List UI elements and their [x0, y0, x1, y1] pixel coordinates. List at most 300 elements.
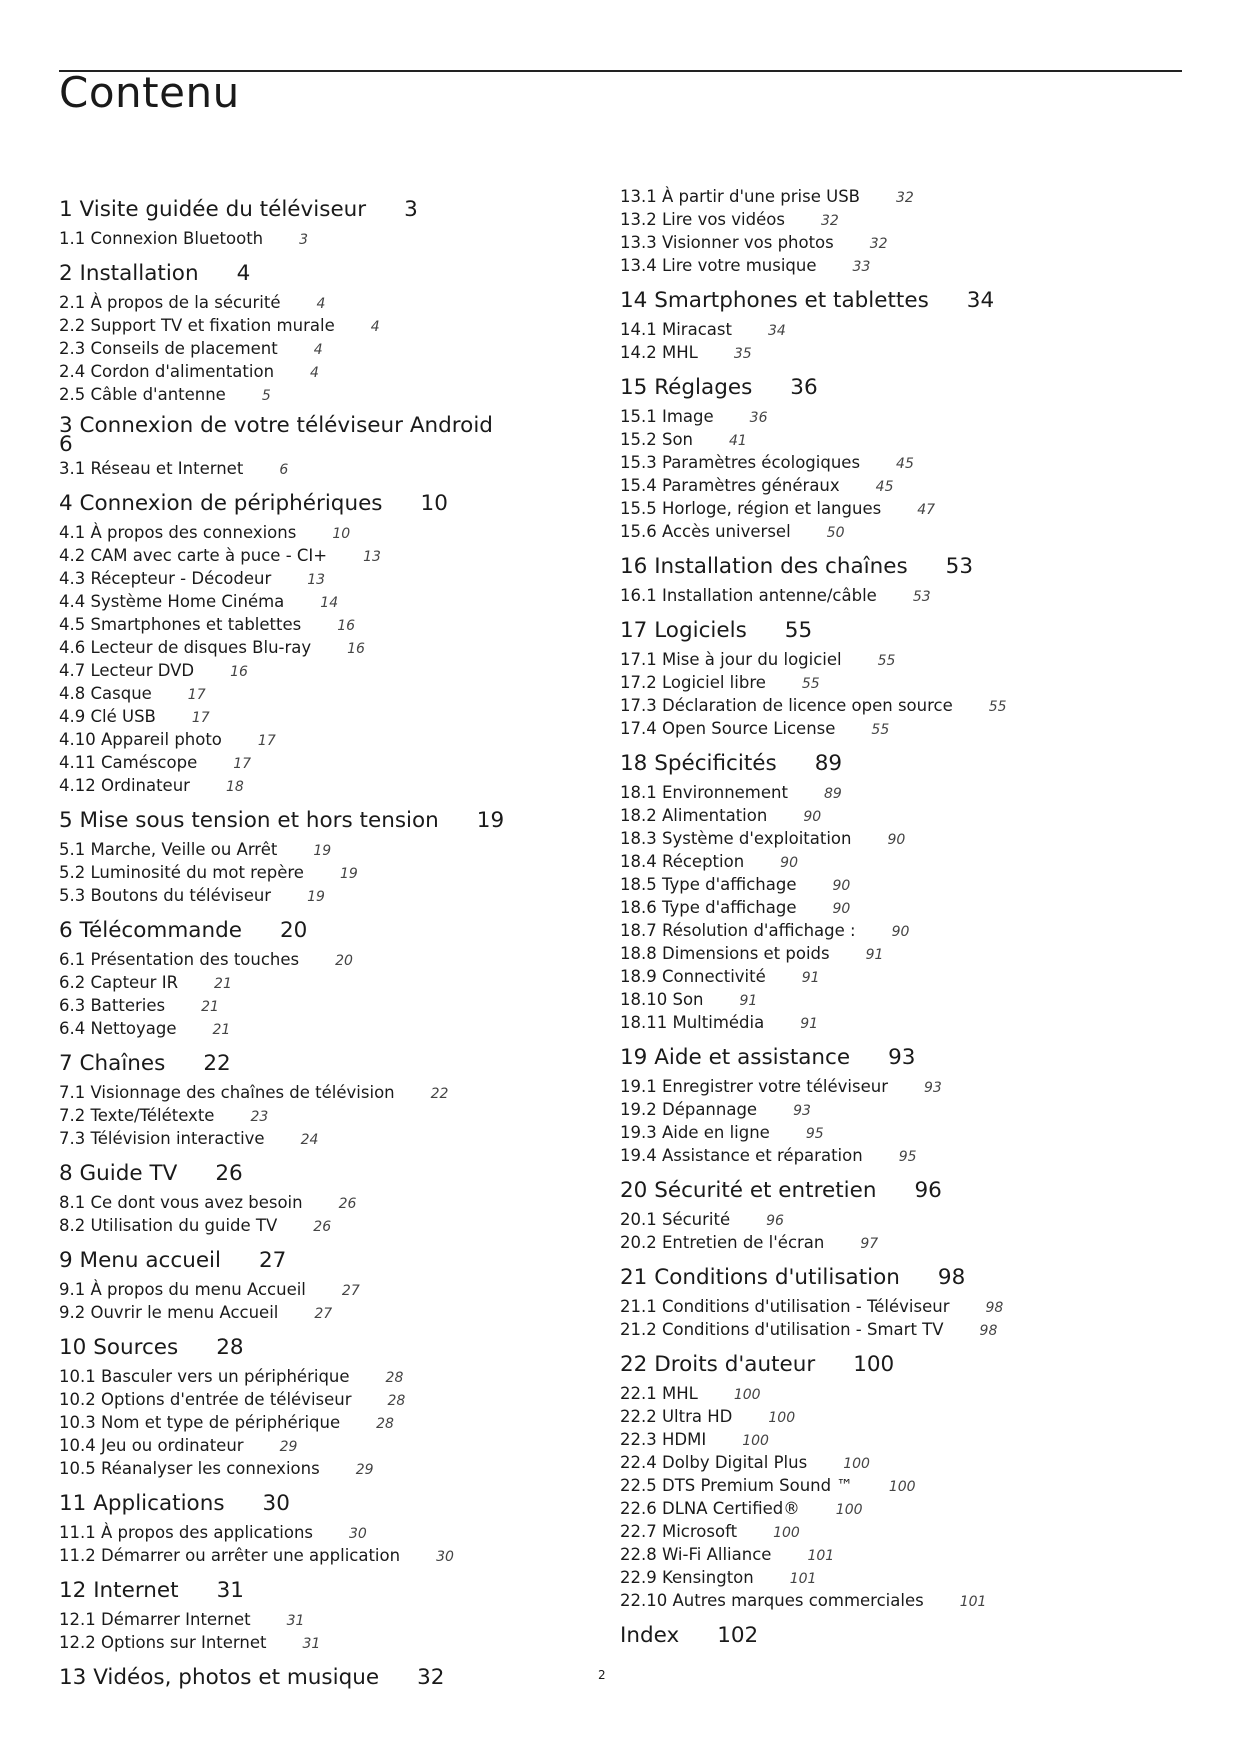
toc-entry-title: 4.7 Lecteur DVD	[59, 661, 195, 680]
toc-entry-title: 22.10 Autres marques commerciales	[620, 1591, 924, 1610]
toc-chapter-page: 36	[790, 375, 818, 400]
toc-entry-title: 22.9 Kensington	[620, 1568, 754, 1587]
toc-chapter-title: 3 Connexion de votre téléviseur Android	[59, 413, 493, 438]
toc-entry[interactable]	[620, 920, 1180, 943]
toc-section	[59, 1050, 559, 1151]
toc-entry[interactable]	[620, 943, 1180, 966]
toc-entry-page: 33	[852, 259, 871, 275]
toc-entry-title: 19.4 Assistance et réparation	[620, 1146, 863, 1165]
toc-entry-page: 55	[871, 722, 890, 738]
toc-entry[interactable]	[59, 228, 559, 251]
toc-entry[interactable]	[620, 1429, 1180, 1452]
toc-entry-page: 17	[257, 733, 276, 749]
toc-chapter-title: 4 Connexion de périphériques	[59, 491, 383, 516]
toc-entry[interactable]	[620, 406, 1180, 429]
toc-chapter-page: 28	[216, 1335, 244, 1360]
toc-entry-page: 29	[279, 1439, 298, 1455]
toc-entry[interactable]	[59, 1192, 559, 1215]
toc-entry[interactable]	[59, 545, 559, 568]
toc-entry-page: 47	[917, 502, 936, 518]
toc-column-left	[59, 196, 559, 1701]
toc-entry-title: 5.2 Luminosité du mot repère	[59, 863, 304, 882]
toc-entry-page: 91	[800, 1016, 819, 1032]
toc-entry[interactable]	[59, 1389, 559, 1412]
toc-entry-page: 13	[363, 549, 381, 565]
toc-entry-page: 27	[314, 1306, 333, 1322]
toc-entry[interactable]	[620, 1076, 1180, 1099]
toc-entry[interactable]	[59, 1302, 559, 1325]
toc-entry-page: 45	[896, 456, 914, 472]
toc-chapter-title: 2 Installation	[59, 261, 199, 286]
toc-chapter[interactable]	[59, 1664, 559, 1692]
toc-entry[interactable]	[620, 521, 1180, 544]
toc-entry[interactable]	[59, 1128, 559, 1151]
toc-entry-title: 11.1 À propos des applications	[59, 1523, 313, 1542]
toc-entry-page: 16	[337, 618, 356, 634]
toc-entry[interactable]	[620, 1232, 1180, 1255]
toc-entry-title: 21.2 Conditions d'utilisation - Smart TV	[620, 1320, 944, 1339]
toc-chapter[interactable]	[620, 617, 1180, 645]
toc-section	[620, 1351, 1180, 1613]
toc-entry-title: 13.4 Lire votre musique	[620, 256, 817, 275]
toc-entry[interactable]	[620, 1296, 1180, 1319]
toc-entry-page: 30	[349, 1526, 367, 1542]
toc-entry-page: 101	[807, 1548, 835, 1564]
toc-section	[59, 917, 559, 1041]
toc-entry[interactable]	[620, 429, 1180, 452]
toc-chapter-title: 13 Vidéos, photos et musique	[59, 1665, 380, 1690]
toc-entry-page: 26	[313, 1219, 332, 1235]
toc-entry-page: 36	[749, 410, 768, 426]
toc-entry[interactable]	[59, 1545, 559, 1568]
toc-entry-page: 50	[826, 525, 845, 541]
toc-entry[interactable]	[59, 729, 559, 752]
toc-entry[interactable]	[59, 1018, 559, 1041]
toc-chapter[interactable]	[620, 1044, 1180, 1072]
toc-entry-title: 5.1 Marche, Veille ou Arrêt	[59, 840, 278, 859]
toc-chapter[interactable]	[59, 260, 559, 288]
toc-entry[interactable]	[620, 1099, 1180, 1122]
toc-entry-title: 19.2 Dépannage	[620, 1100, 758, 1119]
toc-chapter-title: Index	[620, 1623, 680, 1648]
toc-entry-title: 7.2 Texte/Télétexte	[59, 1106, 215, 1125]
toc-entry[interactable]	[620, 1406, 1180, 1429]
toc-chapter-title: 16 Installation des chaînes	[620, 554, 908, 579]
toc-entry[interactable]	[59, 660, 559, 683]
toc-entry-page: 100	[888, 1479, 916, 1495]
toc-entry[interactable]	[59, 775, 559, 798]
toc-entry-title: 2.5 Câble d'antenne	[59, 385, 226, 404]
toc-entry[interactable]	[620, 1475, 1180, 1498]
toc-entry-page: 31	[286, 1613, 305, 1629]
toc-chapter-page: 34	[966, 288, 995, 313]
toc-entry[interactable]	[620, 1544, 1180, 1567]
toc-section	[59, 807, 559, 908]
page-number: 2	[598, 1668, 606, 1682]
toc-entry-page: 95	[805, 1126, 824, 1142]
toc-entry-title: 17.1 Mise à jour du logiciel	[620, 650, 842, 669]
toc-entry-title: 10.3 Nom et type de périphérique	[59, 1413, 341, 1432]
toc-chapter-page: 20	[279, 918, 308, 943]
toc-section	[59, 490, 559, 798]
toc-chapter[interactable]	[59, 1160, 559, 1188]
toc-chapter[interactable]	[59, 196, 559, 224]
toc-entry-page: 16	[230, 664, 248, 680]
toc-entry-page: 13	[307, 572, 326, 588]
toc-entry-page: 101	[789, 1571, 817, 1587]
toc-entry-page: 90	[803, 809, 822, 825]
toc-entry[interactable]	[620, 1383, 1180, 1406]
toc-entry-page: 19	[313, 843, 332, 859]
toc-entry-page: 90	[887, 832, 906, 848]
toc-entry-page: 32	[869, 236, 888, 252]
toc-chapter-page: 19	[476, 808, 505, 833]
toc-entry-page: 41	[729, 433, 747, 449]
toc-chapter-page: 6	[59, 432, 73, 457]
toc-entry-page: 4	[313, 342, 323, 358]
toc-entry[interactable]	[620, 342, 1180, 365]
toc-entry[interactable]	[59, 885, 559, 908]
toc-entry-title: 18.8 Dimensions et poids	[620, 944, 830, 963]
toc-entry-title: 4.1 À propos des connexions	[59, 523, 297, 542]
toc-entry[interactable]	[620, 1012, 1180, 1035]
toc-entry-title: 7.1 Visionnage des chaînes de télévision	[59, 1083, 395, 1102]
toc-entry[interactable]	[620, 966, 1180, 989]
toc-chapter[interactable]	[59, 1490, 559, 1518]
toc-entry-title: 21.1 Conditions d'utilisation - Téléviseur	[620, 1297, 950, 1316]
toc-entry-page: 34	[767, 323, 786, 339]
toc-entry-page: 20	[335, 953, 353, 969]
toc-chapter-page: 53	[945, 554, 974, 579]
toc-entry-title: 18.6 Type d'affichage	[620, 898, 797, 917]
toc-entry-title: 7.3 Télévision interactive	[59, 1129, 265, 1148]
toc-entry-title: 1.1 Connexion Bluetooth	[59, 229, 264, 248]
toc-entry-title: 12.1 Démarrer Internet	[59, 1610, 251, 1629]
toc-entry-page: 100	[768, 1410, 796, 1426]
toc-entry-page: 4	[316, 296, 326, 312]
toc-entry-title: 22.2 Ultra HD	[620, 1407, 733, 1426]
toc-entry-page: 55	[877, 653, 896, 669]
toc-entry-title: 22.7 Microsoft	[620, 1522, 738, 1541]
toc-chapter[interactable]	[59, 917, 559, 945]
toc-entry-title: 18.1 Environnement	[620, 783, 788, 802]
toc-entry-title: 4.4 Système Home Cinéma	[59, 592, 285, 611]
toc-chapter[interactable]	[620, 553, 1180, 581]
toc-entry[interactable]	[620, 186, 1180, 209]
toc-entry-title: 13.1 À partir d'une prise USB	[620, 187, 860, 206]
toc-entry[interactable]	[620, 1567, 1180, 1590]
toc-entry-title: 22.3 HDMI	[620, 1430, 707, 1449]
toc-entry[interactable]	[59, 361, 559, 384]
toc-entry[interactable]	[59, 458, 559, 481]
toc-section	[59, 1334, 559, 1481]
toc-entry-page: 28	[387, 1393, 406, 1409]
toc-entry[interactable]	[59, 591, 559, 614]
toc-entry-title: 20.2 Entretien de l'écran	[620, 1233, 825, 1252]
toc-entry-title: 13.3 Visionner vos photos	[620, 233, 834, 252]
toc-entry-title: 18.4 Réception	[620, 852, 745, 871]
toc-entry[interactable]	[59, 568, 559, 591]
toc-entry-page: 89	[823, 786, 842, 802]
toc-entry[interactable]	[59, 752, 559, 775]
toc-chapter[interactable]	[620, 1622, 1180, 1650]
toc-entry-title: 4.3 Récepteur - Décodeur	[59, 569, 272, 588]
toc-entry[interactable]	[59, 1105, 559, 1128]
toc-entry-page: 96	[766, 1213, 784, 1229]
toc-entry-title: 12.2 Options sur Internet	[59, 1633, 267, 1652]
toc-entry[interactable]	[59, 862, 559, 885]
toc-entry[interactable]	[59, 706, 559, 729]
toc-entry[interactable]	[620, 585, 1180, 608]
toc-entry-title: 5.3 Boutons du téléviseur	[59, 886, 272, 905]
toc-entry[interactable]	[620, 1145, 1180, 1168]
toc-entry-title: 10.2 Options d'entrée de téléviseur	[59, 1390, 352, 1409]
toc-entry-title: 10.1 Basculer vers un périphérique	[59, 1367, 350, 1386]
toc-entry[interactable]	[620, 475, 1180, 498]
toc-entry-page: 26	[338, 1196, 357, 1212]
toc-entry-title: 15.4 Paramètres généraux	[620, 476, 840, 495]
toc-section	[620, 1044, 1180, 1168]
toc-entry[interactable]	[620, 209, 1180, 232]
toc-chapter-page: 102	[717, 1623, 759, 1648]
toc-entry-page: 101	[959, 1594, 987, 1610]
toc-entry[interactable]	[59, 995, 559, 1018]
toc-column-right	[620, 186, 1180, 1659]
toc-entry[interactable]	[59, 839, 559, 862]
toc-entry-title: 4.2 CAM avec carte à puce - CI+	[59, 546, 328, 565]
toc-entry-title: 18.10 Son	[620, 990, 704, 1009]
toc-chapter-title: 14 Smartphones et tablettes	[620, 288, 929, 313]
toc-entry-title: 18.11 Multimédia	[620, 1013, 765, 1032]
toc-entry-title: 6.3 Batteries	[59, 996, 166, 1015]
toc-section	[59, 1490, 559, 1568]
toc-entry[interactable]	[620, 255, 1180, 278]
toc-entry[interactable]	[620, 989, 1180, 1012]
toc-entry-title: 20.1 Sécurité	[620, 1210, 731, 1229]
toc-entry-page: 90	[891, 924, 910, 940]
toc-chapter[interactable]	[59, 807, 559, 835]
toc-entry[interactable]	[620, 1590, 1180, 1613]
toc-chapter[interactable]	[59, 413, 529, 457]
toc-entry-title: 15.1 Image	[620, 407, 714, 426]
toc-chapter-title: 10 Sources	[59, 1335, 179, 1360]
toc-section	[620, 1264, 1180, 1342]
toc-entry-title: 9.2 Ouvrir le menu Accueil	[59, 1303, 279, 1322]
toc-section	[59, 1577, 559, 1655]
toc-chapter[interactable]	[620, 287, 1180, 315]
toc-entry-page: 30	[436, 1549, 454, 1565]
toc-entry[interactable]	[59, 1458, 559, 1481]
toc-entry[interactable]	[59, 1609, 559, 1632]
toc-entry-page: 19	[307, 889, 325, 905]
toc-entry-page: 93	[793, 1103, 811, 1119]
toc-entry-title: 16.1 Installation antenne/câble	[620, 586, 877, 605]
toc-entry-title: 15.6 Accès universel	[620, 522, 791, 541]
toc-chapter-title: 19 Aide et assistance	[620, 1045, 851, 1070]
toc-entry-page: 17	[187, 687, 206, 703]
toc-entry-page: 14	[320, 595, 339, 611]
toc-entry[interactable]	[620, 319, 1180, 342]
toc-entry[interactable]	[59, 1522, 559, 1545]
toc-entry[interactable]	[620, 1498, 1180, 1521]
toc-entry-title: 8.1 Ce dont vous avez besoin	[59, 1193, 303, 1212]
toc-entry[interactable]	[620, 874, 1180, 897]
toc-chapter[interactable]	[59, 490, 559, 518]
toc-entry[interactable]	[620, 649, 1180, 672]
toc-entry-title: 2.2 Support TV et fixation murale	[59, 316, 335, 335]
toc-entry-page: 23	[250, 1109, 269, 1125]
toc-entry-page: 3	[299, 232, 309, 248]
toc-entry[interactable]	[59, 1279, 559, 1302]
toc-entry[interactable]	[620, 498, 1180, 521]
toc-entry[interactable]	[620, 782, 1180, 805]
toc-entry-title: 4.10 Appareil photo	[59, 730, 222, 749]
toc-entry[interactable]	[59, 338, 559, 361]
toc-chapter-page: 100	[853, 1352, 895, 1377]
toc-entry[interactable]	[620, 1319, 1180, 1342]
toc-entry[interactable]	[620, 851, 1180, 874]
toc-chapter-title: 17 Logiciels	[620, 618, 747, 643]
toc-entry-page: 53	[912, 589, 931, 605]
toc-entry-title: 19.1 Enregistrer votre téléviseur	[620, 1077, 889, 1096]
toc-entry[interactable]	[59, 1632, 559, 1655]
toc-chapter-page: 32	[417, 1665, 445, 1690]
toc-entry-title: 17.3 Déclaration de licence open source	[620, 696, 953, 715]
toc-entry[interactable]	[59, 1435, 559, 1458]
toc-entry[interactable]	[620, 1452, 1180, 1475]
toc-entry-title: 4.6 Lecteur de disques Blu-ray	[59, 638, 312, 657]
toc-chapter[interactable]	[59, 1050, 559, 1078]
toc-entry-title: 9.1 À propos du menu Accueil	[59, 1280, 306, 1299]
toc-entry-title: 18.7 Résolution d'affichage :	[620, 921, 856, 940]
toc-entry-page: 24	[300, 1132, 319, 1148]
toc-entry-page: 91	[739, 993, 758, 1009]
toc-chapter-title: 18 Spécificités	[620, 751, 777, 776]
toc-chapter-title: 21 Conditions d'utilisation	[620, 1265, 900, 1290]
toc-entry[interactable]	[620, 232, 1180, 255]
toc-entry-page: 32	[820, 213, 839, 229]
toc-entry[interactable]	[59, 384, 559, 407]
toc-entry[interactable]	[59, 614, 559, 637]
toc-entry-page: 18	[225, 779, 244, 795]
toc-entry-page: 5	[261, 388, 271, 404]
toc-section	[620, 1177, 1180, 1255]
toc-entry-title: 11.2 Démarrer ou arrêter une application	[59, 1546, 401, 1565]
toc-chapter-title: 11 Applications	[59, 1491, 225, 1516]
toc-entry[interactable]	[620, 1521, 1180, 1544]
toc-chapter[interactable]	[59, 1247, 559, 1275]
toc-entry-title: 22.1 MHL	[620, 1384, 698, 1403]
toc-chapter[interactable]	[620, 374, 1180, 402]
toc-entry-title: 6.4 Nettoyage	[59, 1019, 177, 1038]
toc-section	[620, 617, 1180, 741]
toc-entry[interactable]	[620, 805, 1180, 828]
toc-entry-page: 22	[430, 1086, 449, 1102]
toc-entry-title: 18.5 Type d'affichage	[620, 875, 797, 894]
toc-entry[interactable]	[620, 695, 1180, 718]
toc-entry[interactable]	[59, 637, 559, 660]
toc-chapter-page: 10	[420, 491, 448, 516]
toc-entry-page: 95	[898, 1149, 917, 1165]
toc-entry[interactable]	[620, 672, 1180, 695]
toc-chapter-page: 22	[203, 1051, 231, 1076]
toc-entry-title: 4.8 Casque	[59, 684, 152, 703]
toc-section	[59, 1247, 559, 1325]
toc-section	[620, 553, 1180, 608]
toc-entry-title: 15.2 Son	[620, 430, 694, 449]
toc-entry-page: 19	[339, 866, 358, 882]
toc-entry-page: 91	[865, 947, 884, 963]
toc-chapter-page: 4	[236, 261, 251, 286]
toc-chapter[interactable]	[620, 1177, 1180, 1205]
toc-chapter-title: 12 Internet	[59, 1578, 179, 1603]
toc-chapter-page: 55	[784, 618, 813, 643]
toc-entry-page: 97	[860, 1236, 879, 1252]
toc-chapter-title: 9 Menu accueil	[59, 1248, 221, 1273]
toc-entry[interactable]	[620, 1122, 1180, 1145]
toc-chapter-page: 3	[404, 197, 418, 222]
toc-chapter-page: 27	[259, 1248, 287, 1273]
toc-section	[59, 260, 559, 407]
toc-entry[interactable]	[620, 452, 1180, 475]
toc-entry-title: 8.2 Utilisation du guide TV	[59, 1216, 278, 1235]
toc-entry[interactable]	[59, 1082, 559, 1105]
toc-entry[interactable]	[59, 1366, 559, 1389]
toc-chapter[interactable]	[59, 1334, 559, 1362]
toc-entry-title: 2.3 Conseils de placement	[59, 339, 278, 358]
toc-entry-title: 14.1 Miracast	[620, 320, 732, 339]
toc-entry-page: 98	[979, 1323, 998, 1339]
toc-chapter-title: 22 Droits d'auteur	[620, 1352, 816, 1377]
toc-entry[interactable]	[59, 972, 559, 995]
toc-entry[interactable]	[620, 828, 1180, 851]
toc-entry-page: 100	[742, 1433, 769, 1449]
toc-entry-title: 4.12 Ordinateur	[59, 776, 190, 795]
toc-entry-page: 28	[376, 1416, 394, 1432]
toc-chapter-title: 15 Réglages	[620, 375, 753, 400]
toc-entry[interactable]	[620, 718, 1180, 741]
toc-entry-page: 100	[733, 1387, 761, 1403]
toc-entry[interactable]	[59, 1215, 559, 1238]
toc-chapter-page: 96	[914, 1178, 942, 1203]
toc-entry-title: 18.3 Système d'exploitation	[620, 829, 852, 848]
toc-entry[interactable]	[59, 522, 559, 545]
toc-entry-title: 6.2 Capteur IR	[59, 973, 179, 992]
toc-chapter-page: 89	[814, 751, 843, 776]
toc-entry-page: 100	[843, 1456, 870, 1472]
toc-entry-page: 90	[832, 901, 851, 917]
toc-chapter[interactable]	[620, 1264, 1180, 1292]
toc-chapter[interactable]	[620, 750, 1180, 778]
toc-chapter-title: 1 Visite guidée du téléviseur	[59, 197, 367, 222]
toc-entry-page: 4	[370, 319, 380, 335]
toc-chapter[interactable]	[620, 1351, 1180, 1379]
toc-entry[interactable]	[59, 315, 559, 338]
toc-chapter[interactable]	[59, 1577, 559, 1605]
toc-entry[interactable]	[620, 1209, 1180, 1232]
toc-entry-page: 91	[801, 970, 820, 986]
toc-section	[620, 1622, 1180, 1650]
toc-entry[interactable]	[59, 949, 559, 972]
toc-entry-page: 32	[896, 190, 914, 206]
toc-entry[interactable]	[59, 292, 559, 315]
toc-entry-title: 17.4 Open Source License	[620, 719, 836, 738]
toc-entry-page: 98	[985, 1300, 1004, 1316]
toc-entry[interactable]	[59, 1412, 559, 1435]
toc-section	[620, 186, 1180, 278]
toc-entry[interactable]	[59, 683, 559, 706]
toc-entry[interactable]	[620, 897, 1180, 920]
